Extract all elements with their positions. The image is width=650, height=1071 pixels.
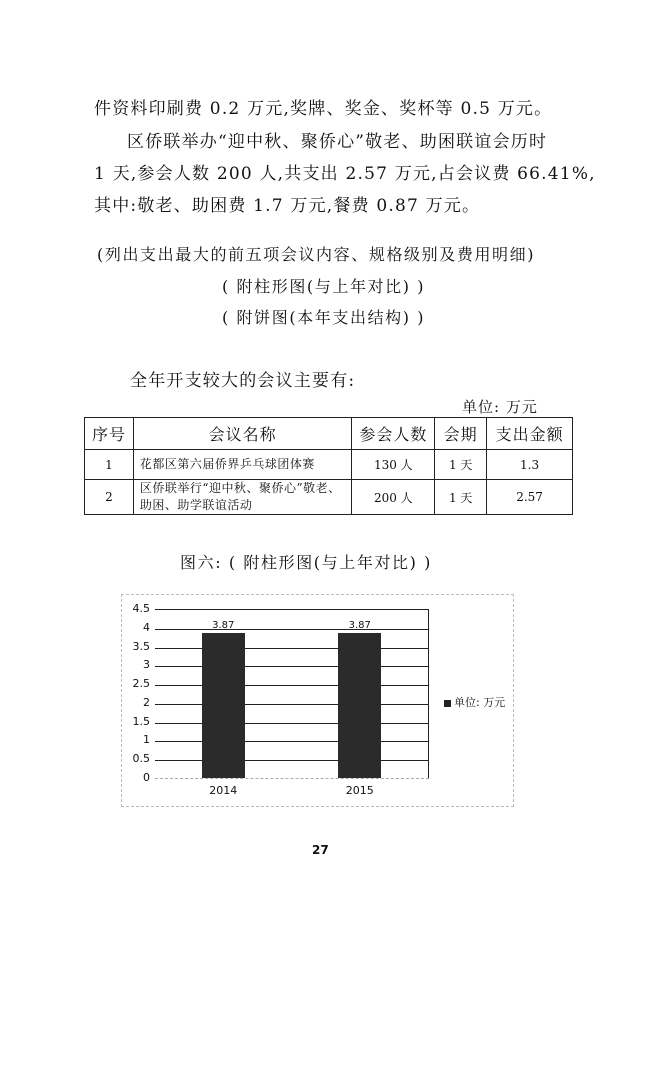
cell-name: 区侨联举行“迎中秋、聚侨心”敬老、助困、助学联谊活动 — [133, 480, 352, 515]
header-name: 会议名称 — [133, 418, 352, 450]
x-axis-line — [155, 778, 429, 779]
note-pie-chart: ( 附饼图(本年支出结构) ) — [222, 308, 426, 327]
x-tick-label: 2015 — [345, 784, 374, 797]
figure-caption: 图六: ( 附柱形图(与上年对比) ) — [180, 553, 433, 572]
legend-swatch-icon — [444, 700, 451, 707]
y-tick-label: 1 — [143, 733, 150, 747]
cell-amount: 2.57 — [487, 480, 573, 515]
note-bar-chart: ( 附柱形图(与上年对比) ) — [222, 277, 426, 296]
gridline — [155, 685, 428, 686]
bar-data-label: 3.87 — [348, 619, 371, 631]
page-number: 27 — [312, 843, 329, 857]
gridline — [155, 741, 428, 742]
unit-label: 单位: 万元 — [462, 398, 538, 416]
plot-area — [155, 609, 429, 779]
gridline — [155, 648, 428, 649]
y-tick-label: 0 — [143, 771, 150, 784]
header-attendees: 参会人数 — [352, 418, 435, 450]
bar-2014 — [202, 633, 245, 778]
y-tick-label: 2 — [143, 695, 150, 709]
x-tick-label: 2014 — [209, 784, 238, 797]
header-no: 序号 — [85, 418, 134, 450]
y-tick-label: 3 — [143, 658, 150, 672]
chart-legend — [444, 694, 505, 710]
cell-no: 1 — [85, 450, 134, 480]
section-intro: 全年开支较大的会议主要有: — [130, 371, 356, 391]
legend-label: 单位: 万元 — [454, 696, 506, 709]
y-tick-label: 4.5 — [132, 602, 150, 615]
gridline — [155, 629, 428, 630]
bar-2015 — [338, 633, 381, 778]
header-amount: 支出金额 — [487, 418, 573, 450]
cell-no: 2 — [85, 480, 134, 515]
gridline — [155, 760, 428, 761]
note-top-five: (列出支出最大的前五项会议内容、规格级别及费用明细) — [97, 245, 536, 264]
y-tick-label: 3.5 — [132, 639, 150, 653]
y-tick-label: 0.5 — [132, 752, 150, 766]
gridline — [155, 704, 428, 705]
y-tick-label: 4 — [143, 620, 150, 634]
table-row — [85, 450, 573, 480]
paragraph-line-4: 其中:敬老、助困费 1.7 万元,餐费 0.87 万元。 — [94, 196, 481, 216]
paragraph-line-3: 1 天,参会人数 200 人,共支出 2.57 万元,占会议费 66.41%, — [94, 164, 596, 184]
meetings-table — [84, 417, 573, 515]
paragraph-line-1: 件资料印刷费 0.2 万元,奖牌、奖金、奖杯等 0.5 万元。 — [94, 99, 553, 119]
header-duration: 会期 — [435, 418, 487, 450]
cell-duration: 1 天 — [435, 450, 487, 480]
y-tick-label: 1.5 — [132, 714, 150, 728]
gridline — [155, 666, 428, 667]
gridline — [155, 723, 428, 724]
bar-data-label: 3.87 — [212, 619, 235, 631]
cell-attendees: 200 人 — [352, 480, 435, 515]
cell-attendees: 130 人 — [352, 450, 435, 480]
cell-duration: 1 天 — [435, 480, 487, 515]
cell-amount: 1.3 — [487, 450, 573, 480]
paragraph-line-2: 区侨联举办“迎中秋、聚侨心”敬老、助困联谊会历时 — [127, 132, 548, 152]
table-header-row — [85, 418, 573, 450]
y-tick-label: 2.5 — [132, 677, 150, 691]
table-row — [85, 480, 573, 515]
cell-name: 花都区第六届侨界乒乓球团体赛 — [133, 450, 352, 480]
